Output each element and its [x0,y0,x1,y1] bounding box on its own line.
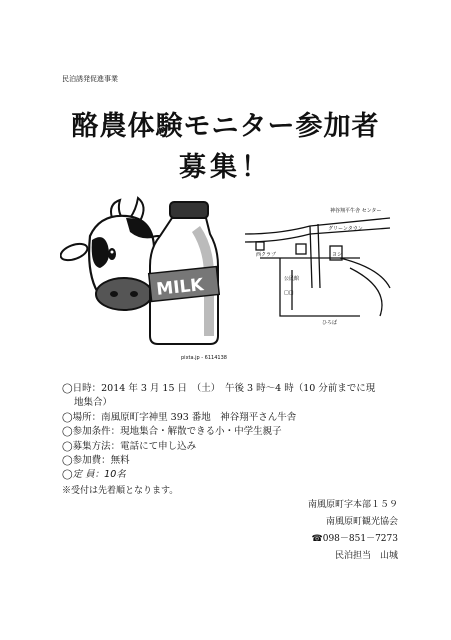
detail-capacity: ◯定 員：10名 [62,469,126,481]
contact-person: 民泊担当 山城 [334,551,398,561]
location-map [240,198,400,328]
detail-fee: ◯参加費：無料 [62,455,130,467]
page-title-sub: 募集！ [179,152,272,183]
cow-milk-illustration [60,196,220,346]
detail-conditions: ◯参加条件：現地集合・解散できる小・中学生親子 [62,426,282,438]
page-title: 酪農体験モニター参加者 [71,111,380,142]
image-credit: pixta.jp - 6114138 [181,355,227,361]
map-label-green: グリーンタウン [328,226,363,232]
detail-place: ◯場所：南風原町字神里 393 番地 神谷翔平さん牛舎 [62,411,297,423]
map-label-bottom: ひろば [322,320,338,326]
detail-date-cont: 地集合） [74,397,113,409]
map-label-left: 西クラブ [256,252,277,258]
map-label-topright: 神谷翔平牛舎 センター [330,208,382,214]
milk-bottle-icon [149,202,220,344]
contact-org: 南風原町観光協会 [325,517,398,527]
map-label-row1: 公民館 [284,276,300,282]
milk-label: MILK [155,275,205,300]
map-label-row2: □□ [284,290,294,296]
contact-address: 南風原町字本部１５９ [307,500,398,510]
map-label-shop: ヨシ [332,252,343,258]
event-details [62,382,392,483]
contact-phone: ☎098－851－7273 [311,534,398,544]
detail-date: ◯日時：2014 年 3 月 15 日 （土） 午後 3 時〜4 時（10 分前までに現 [62,383,376,394]
detail-method: ◯募集方法：電話にて申し込み [62,440,197,452]
first-come-note: ※受付は先着順となります。 [62,486,179,496]
contact-block [286,497,398,565]
program-label: 民泊誘発促進事業 [62,75,118,83]
